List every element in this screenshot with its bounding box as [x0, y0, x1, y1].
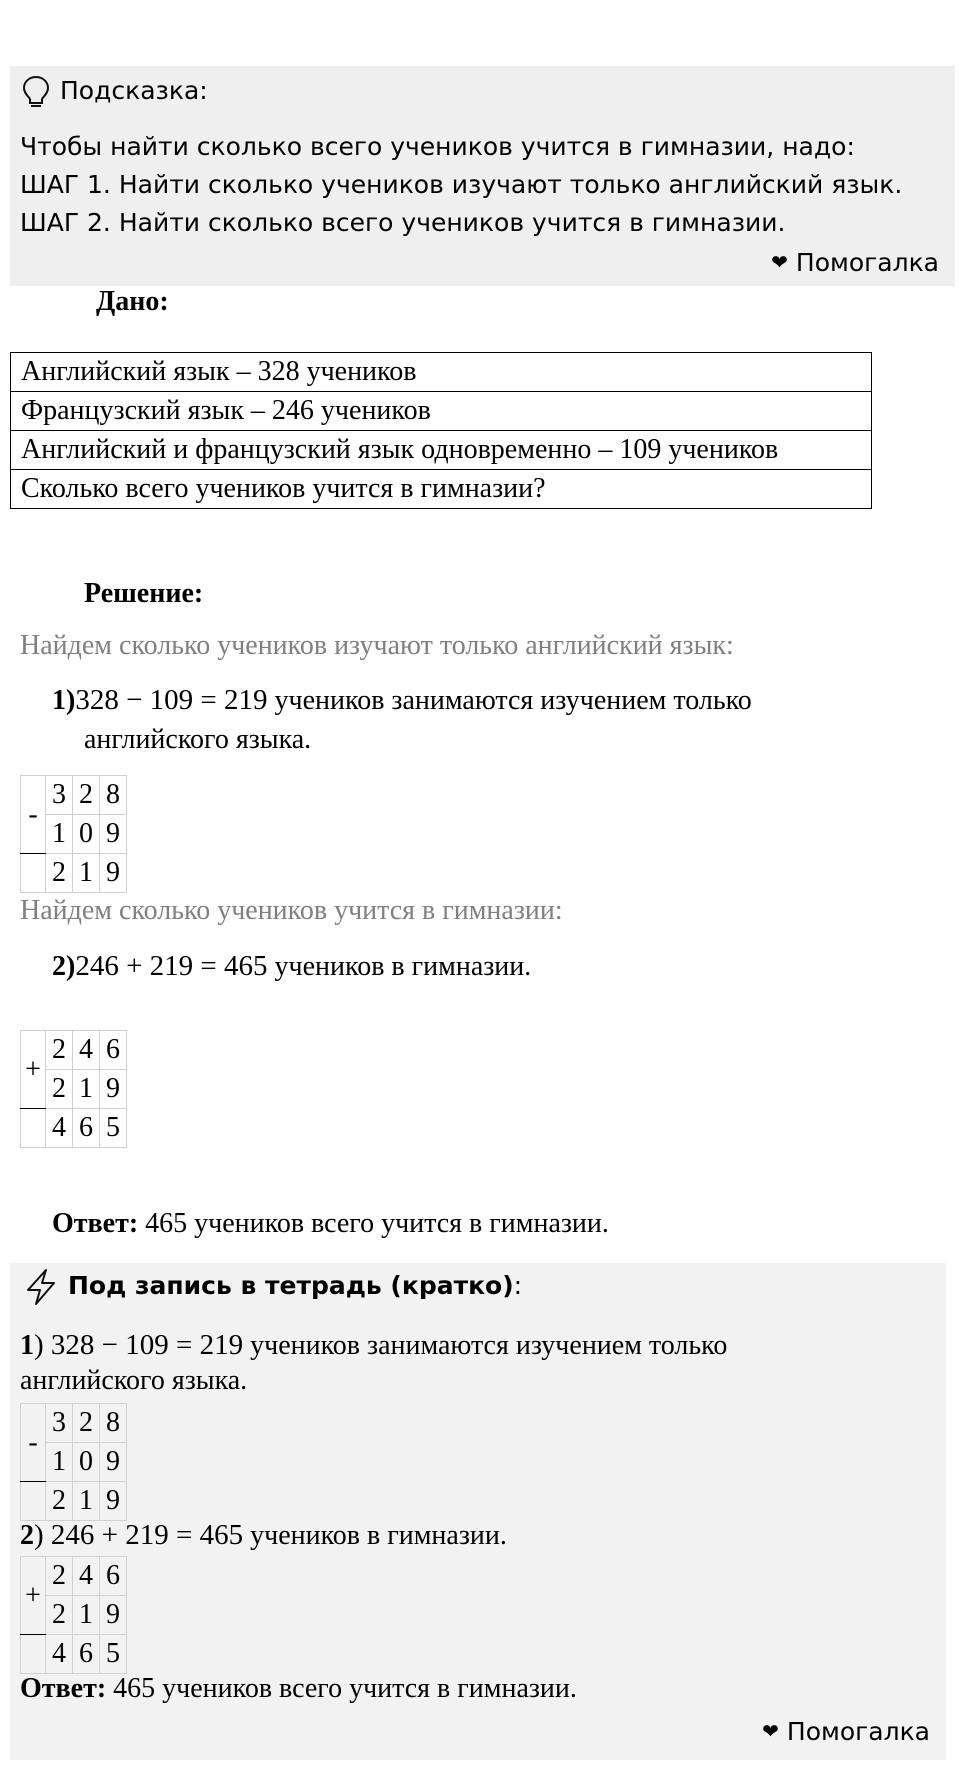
- digit-cell: 5: [100, 1109, 127, 1148]
- notebook-step-2-expression: ) 246 + 219 = 465: [34, 1519, 244, 1551]
- solution-step-1: [52, 684, 752, 717]
- step-1-number: 1): [52, 685, 76, 716]
- answer-label: Ответ:: [52, 1208, 139, 1239]
- lightning-icon: [22, 1267, 60, 1307]
- digit-cell: 1: [73, 1482, 100, 1521]
- empty-cell: [21, 854, 46, 893]
- digit-cell: 6: [100, 1031, 127, 1070]
- notebook-title-text: Под запись в тетрадь (кратко): [68, 1271, 514, 1300]
- notebook-answer: [20, 1673, 577, 1705]
- digit-cell: 2: [46, 1557, 73, 1596]
- digit-cell: 6: [73, 1635, 100, 1674]
- digit-cell: 9: [100, 1443, 127, 1482]
- step-2-expression: 246 + 219 = 465: [75, 950, 268, 982]
- notebook-step-2: [20, 1519, 507, 1552]
- hint-step-2-text: Найти сколько всего учеников учится в гимназии.: [110, 208, 786, 237]
- hint-line: Чтобы найти сколько всего учеников учится в гимназии, надо:: [20, 132, 855, 161]
- step-1-text-cont: английского языка.: [84, 724, 312, 755]
- operation-sign: -: [21, 776, 46, 854]
- digit-cell: 1: [73, 1596, 100, 1635]
- notebook-step-1-text-cont: английского языка.: [20, 1365, 248, 1396]
- hint-step-1: [20, 170, 902, 199]
- given-row: Сколько всего учеников учится в гимназии?: [11, 470, 872, 509]
- given-table: [10, 352, 872, 509]
- digit-cell: 8: [100, 1404, 127, 1443]
- lightbulb-icon: [20, 74, 52, 110]
- column-subtraction-1: [20, 775, 127, 893]
- digit-cell: 3: [46, 1404, 73, 1443]
- brand-label: Помогалка: [786, 1717, 930, 1746]
- digit-cell: 2: [46, 854, 73, 893]
- notebook-title-colon: :: [513, 1271, 523, 1300]
- heart-icon: ❤: [771, 250, 788, 274]
- empty-cell: [21, 1109, 46, 1148]
- digit-cell: 2: [73, 776, 100, 815]
- given-row: Английский язык – 328 учеников: [11, 353, 872, 392]
- step-2-text: учеников в гимназии.: [267, 951, 532, 982]
- digit-cell: 2: [73, 1404, 100, 1443]
- notebook-title: [68, 1271, 522, 1300]
- column-addition-2: [20, 1556, 127, 1674]
- digit-cell: 9: [100, 1070, 127, 1109]
- digit-cell: 0: [73, 815, 100, 854]
- solution-answer: [52, 1208, 609, 1240]
- notebook-step-1-number: 1: [20, 1330, 34, 1361]
- digit-cell: 1: [73, 854, 100, 893]
- notebook-step-1-text: учеников занимаются изучением только: [243, 1330, 728, 1361]
- digit-cell: 9: [100, 1482, 127, 1521]
- digit-cell: 0: [73, 1443, 100, 1482]
- digit-cell: 1: [73, 1070, 100, 1109]
- solution-intro-2: Найдем сколько учеников учится в гимназии:: [20, 895, 563, 926]
- digit-cell: 5: [100, 1635, 127, 1674]
- step-1-text: учеников занимаются изучением только: [267, 685, 752, 716]
- notebook-step-2-number: 2: [20, 1520, 34, 1551]
- operation-sign: +: [21, 1557, 46, 1635]
- digit-cell: 2: [46, 1070, 73, 1109]
- digit-cell: 6: [73, 1109, 100, 1148]
- digit-cell: 4: [73, 1557, 100, 1596]
- digit-cell: 9: [100, 815, 127, 854]
- operation-sign: -: [21, 1404, 46, 1482]
- operation-sign: +: [21, 1031, 46, 1109]
- hint-title: Подсказка:: [60, 76, 208, 105]
- hint-step-1-label: ШАГ 1.: [20, 170, 111, 199]
- hint-step-2: [20, 208, 785, 237]
- notebook-answer-text: 465 учеников всего учится в гимназии.: [106, 1673, 577, 1704]
- answer-text: 465 учеников всего учится в гимназии.: [138, 1208, 609, 1239]
- given-heading: Дано:: [96, 286, 169, 317]
- digit-cell: 4: [46, 1635, 73, 1674]
- digit-cell: 4: [73, 1031, 100, 1070]
- empty-cell: [21, 1635, 46, 1674]
- digit-cell: 1: [46, 815, 73, 854]
- digit-cell: 2: [46, 1031, 73, 1070]
- heart-icon: ❤: [762, 1719, 779, 1743]
- empty-cell: [21, 1482, 46, 1521]
- brand-link[interactable]: [762, 1717, 930, 1746]
- digit-cell: 6: [100, 1557, 127, 1596]
- solution-heading: Решение:: [84, 578, 204, 609]
- digit-cell: 2: [46, 1482, 73, 1521]
- notebook-box: [10, 1263, 946, 1760]
- digit-cell: 3: [46, 776, 73, 815]
- solution-step-2: [52, 950, 531, 983]
- step-1-expression: 328 − 109 = 219: [75, 684, 268, 716]
- brand-link[interactable]: [771, 248, 939, 277]
- step-2-number: 2): [52, 951, 76, 982]
- given-row: Английский и французский язык одновременно – 109 учеников: [11, 431, 872, 470]
- digit-cell: 9: [100, 854, 127, 893]
- hint-step-2-label: ШАГ 2.: [20, 208, 111, 237]
- notebook-step-2-text: учеников в гимназии.: [243, 1520, 507, 1551]
- digit-cell: 9: [100, 1596, 127, 1635]
- column-addition-1: [20, 1030, 127, 1148]
- digit-cell: 8: [100, 776, 127, 815]
- hint-step-1-text: Найти сколько учеников изучают только английский язык.: [110, 170, 903, 199]
- digit-cell: 1: [46, 1443, 73, 1482]
- solution-intro-1: Найдем сколько учеников изучают только английский язык:: [20, 630, 734, 661]
- hint-box: [10, 66, 955, 286]
- notebook-answer-label: Ответ:: [20, 1673, 107, 1704]
- digit-cell: 4: [46, 1109, 73, 1148]
- brand-label: Помогалка: [795, 248, 939, 277]
- digit-cell: 2: [46, 1596, 73, 1635]
- column-subtraction-2: [20, 1403, 127, 1521]
- notebook-step-1-expression: ) 328 − 109 = 219: [34, 1329, 244, 1361]
- notebook-step-1: [20, 1329, 727, 1362]
- given-row: Французский язык – 246 учеников: [11, 392, 872, 431]
